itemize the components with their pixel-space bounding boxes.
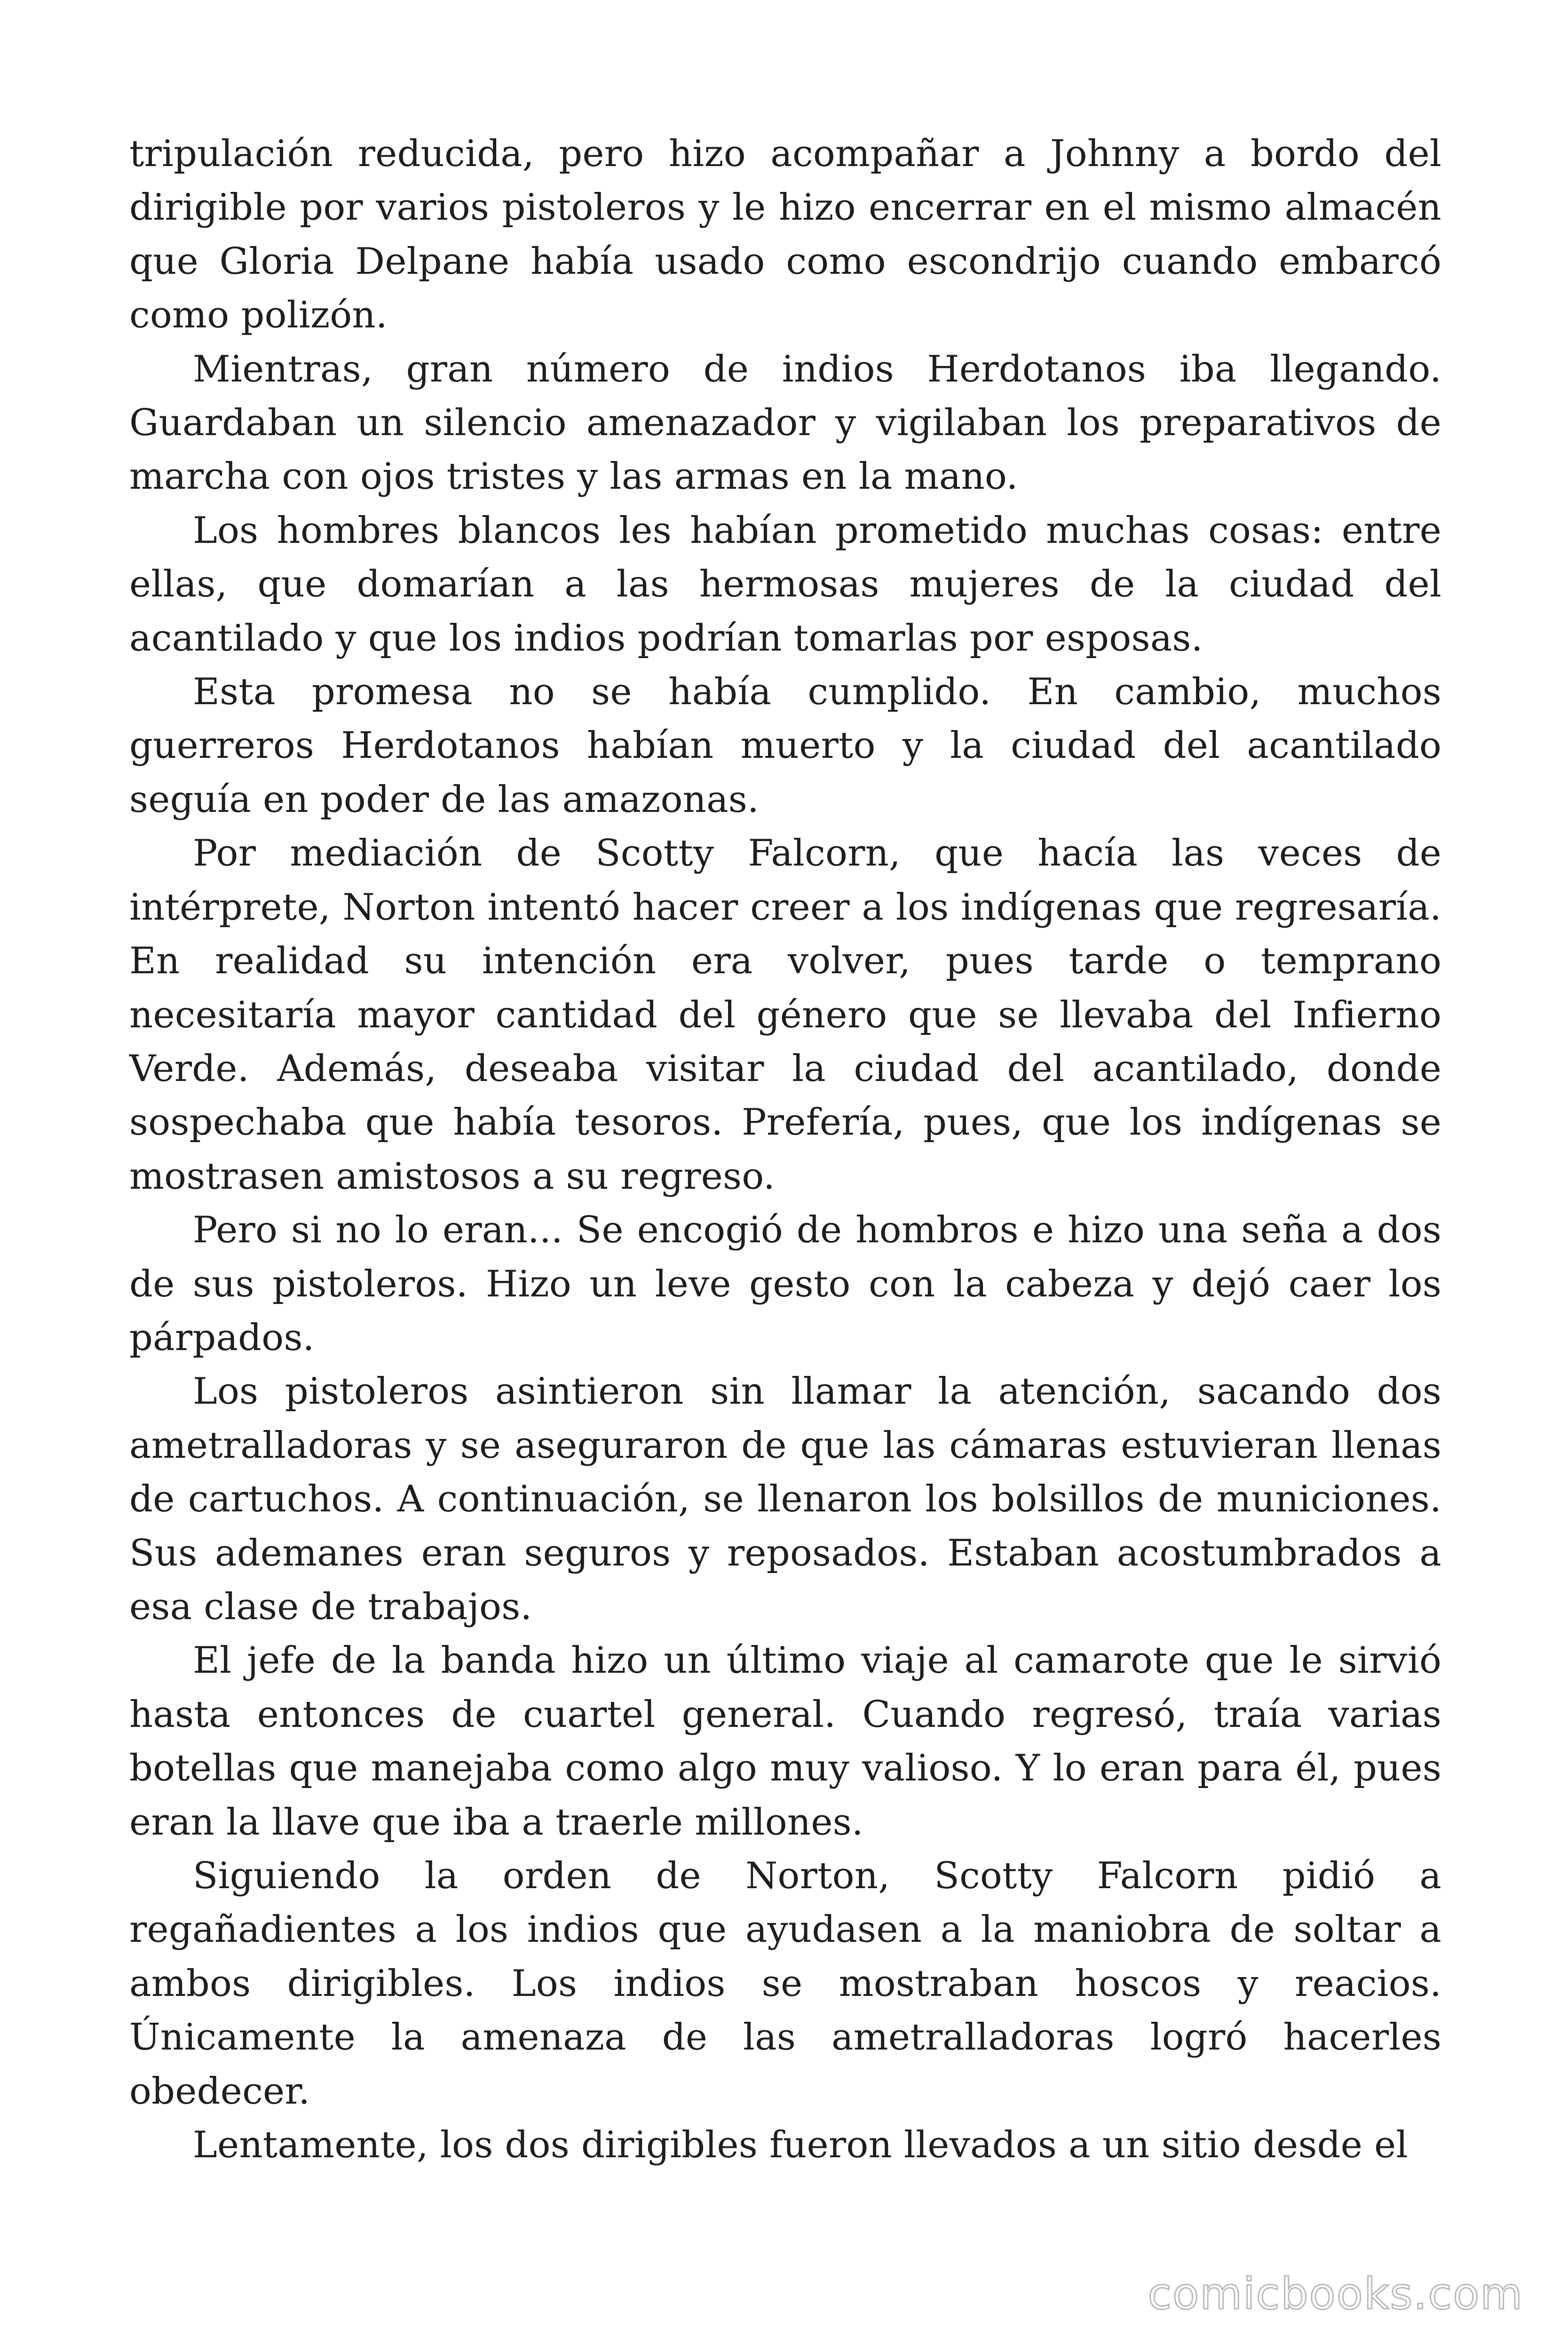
paragraph: Siguiendo la orden de Norton, Scotty Falcorn pidió a regañadientes a los indios que ayudasen a la maniobra de soltar a ambos dirigibles. Los indios se mostraban hoscos y reacios. Únicamente la amenaza de las ametralladoras logró hacerles obedecer.: [129, 1855, 1441, 2113]
paragraph: El jefe de la banda hizo un último viaje al camarote que le sirvió hasta entonces de cuartel general. Cuando regresó, traía varias botellas que manejaba como algo muy valioso. Y lo eran para él, pues eran la llave que iba a traerle millones.: [129, 1639, 1441, 1843]
page-text: [129, 127, 1441, 2225]
paragraph: Mientras, gran número de indios Herdotanos iba llegando. Guardaban un silencio amenazador y vigilaban los preparativos de marcha con ojos tristes y las armas en la mano.: [129, 348, 1441, 498]
paragraph: Por mediación de Scotty Falcorn, que hacía las veces de intérprete, Norton intentó hacer creer a los indígenas que regresaría. En realidad su intención era volver, pues tarde o temprano necesitaría mayor cantidad del género que se llevaba del Infierno Verde. Además, deseaba visitar la ciudad del acantilado, donde sospechaba que había tesoros. Prefería, pues, que los indígenas se mostrasen amistosos a su regreso.: [129, 832, 1441, 1198]
paragraph-last: Lentamente, los dos dirigibles fueron llevados a un sitio desde el: [193, 2124, 1408, 2167]
paragraph: Los hombres blancos les habían prometido muchas cosas: entre ellas, que domarían a las hermosas mujeres de la ciudad del acantilado y que los indios podrían tomarlas por esposas.: [129, 509, 1441, 660]
paragraph: Esta promesa no se había cumplido. En cambio, muchos guerreros Herdotanos habían muerto y la ciudad del acantilado seguía en poder de las amazonas.: [129, 671, 1441, 821]
paragraph-continuation: tripulación reducida, pero hizo acompañar a Johnny a bordo del dirigible por varios pistoleros y le hizo encerrar en el mismo almacén que Gloria Delpane había usado como escondrijo cuando embarcó como polizón.: [129, 133, 1441, 337]
paragraph: Los pistoleros asintieron sin llamar la atención, sacando dos ametralladoras y se aseguraron de que las cámaras estuvieran llenas de cartuchos. A continuación, se llenaron los bolsillos de municiones. Sus ademanes eran seguros y reposados. Estaban acostumbrados a esa clase de trabajos.: [129, 1370, 1441, 1628]
paragraph: Pero si no lo eran... Se encogió de hombros e hizo una seña a dos de sus pistoleros. Hizo un leve gesto con la cabeza y dejó caer los párpados.: [129, 1209, 1441, 1359]
watermark: comicbooks.com: [1148, 2269, 1523, 2319]
